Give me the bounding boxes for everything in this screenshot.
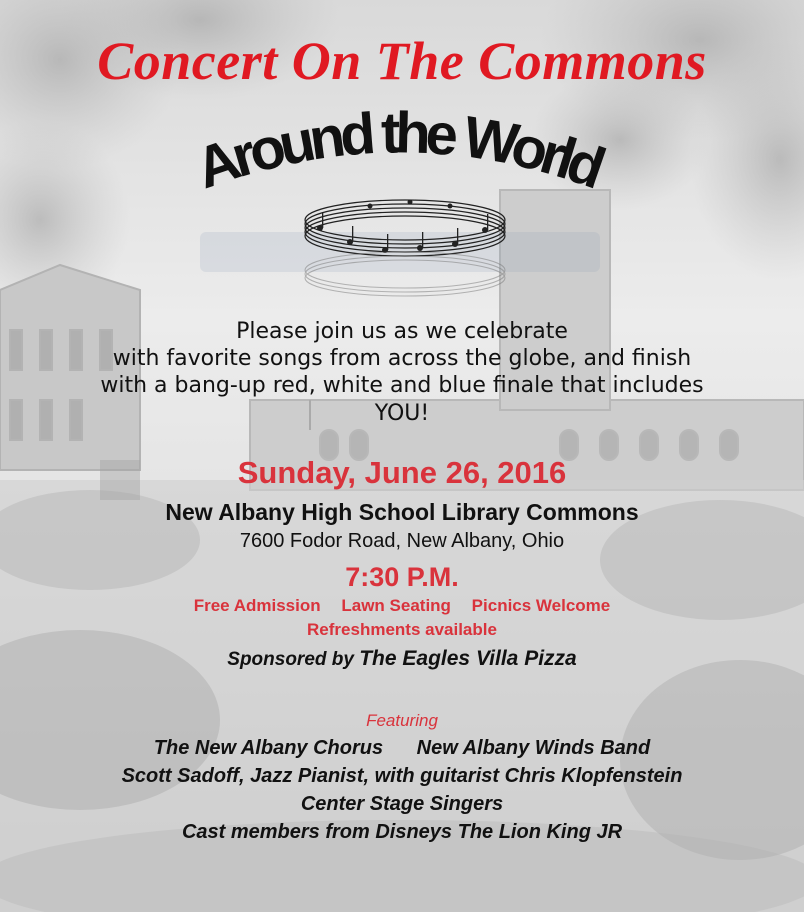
intro-line: Please join us as we celebrate bbox=[236, 319, 568, 344]
performers-line: Center Stage Singers bbox=[300, 793, 504, 815]
performers-line: Cast members from Disneys The Lion King JR bbox=[181, 821, 623, 843]
amenity-picnics: Picnics Welcome bbox=[471, 596, 611, 615]
intro-line: YOU! bbox=[374, 401, 430, 426]
featuring-label: Featuring bbox=[366, 711, 438, 730]
audience-lawn bbox=[0, 460, 804, 912]
poster-title: Concert On The Commons bbox=[97, 31, 707, 91]
sponsor-line bbox=[0, 647, 804, 671]
poster-subtitle: Around the World bbox=[187, 100, 613, 202]
sponsor-prefix: Sponsored by bbox=[227, 649, 354, 670]
amenities-list bbox=[0, 596, 804, 616]
sponsor-name: The Eagles Villa Pizza bbox=[359, 647, 577, 670]
event-address: 7600 Fodor Road, New Albany, Ohio bbox=[239, 530, 565, 552]
event-date: Sunday, June 26, 2016 bbox=[237, 455, 567, 490]
performers-line: Scott Sadoff, Jazz Pianist, with guitarist Chris Klopfenstein bbox=[121, 765, 683, 787]
music-staff-ring-icon bbox=[290, 180, 520, 310]
performer-winds-band: New Albany Winds Band bbox=[416, 737, 651, 759]
event-time: 7:30 P.M. bbox=[345, 562, 459, 592]
intro-line: with a bang-up red, white and blue finale that includes bbox=[100, 373, 704, 398]
intro-line: with favorite songs from across the globe, and finish bbox=[112, 346, 692, 371]
amenity-admission: Free Admission bbox=[193, 596, 321, 615]
refreshments-note: Refreshments available bbox=[307, 620, 497, 639]
performers-line bbox=[0, 737, 804, 760]
performer-chorus: The New Albany Chorus bbox=[153, 737, 384, 759]
amenity-seating: Lawn Seating bbox=[341, 596, 451, 615]
event-venue: New Albany High School Library Commons bbox=[165, 499, 639, 525]
